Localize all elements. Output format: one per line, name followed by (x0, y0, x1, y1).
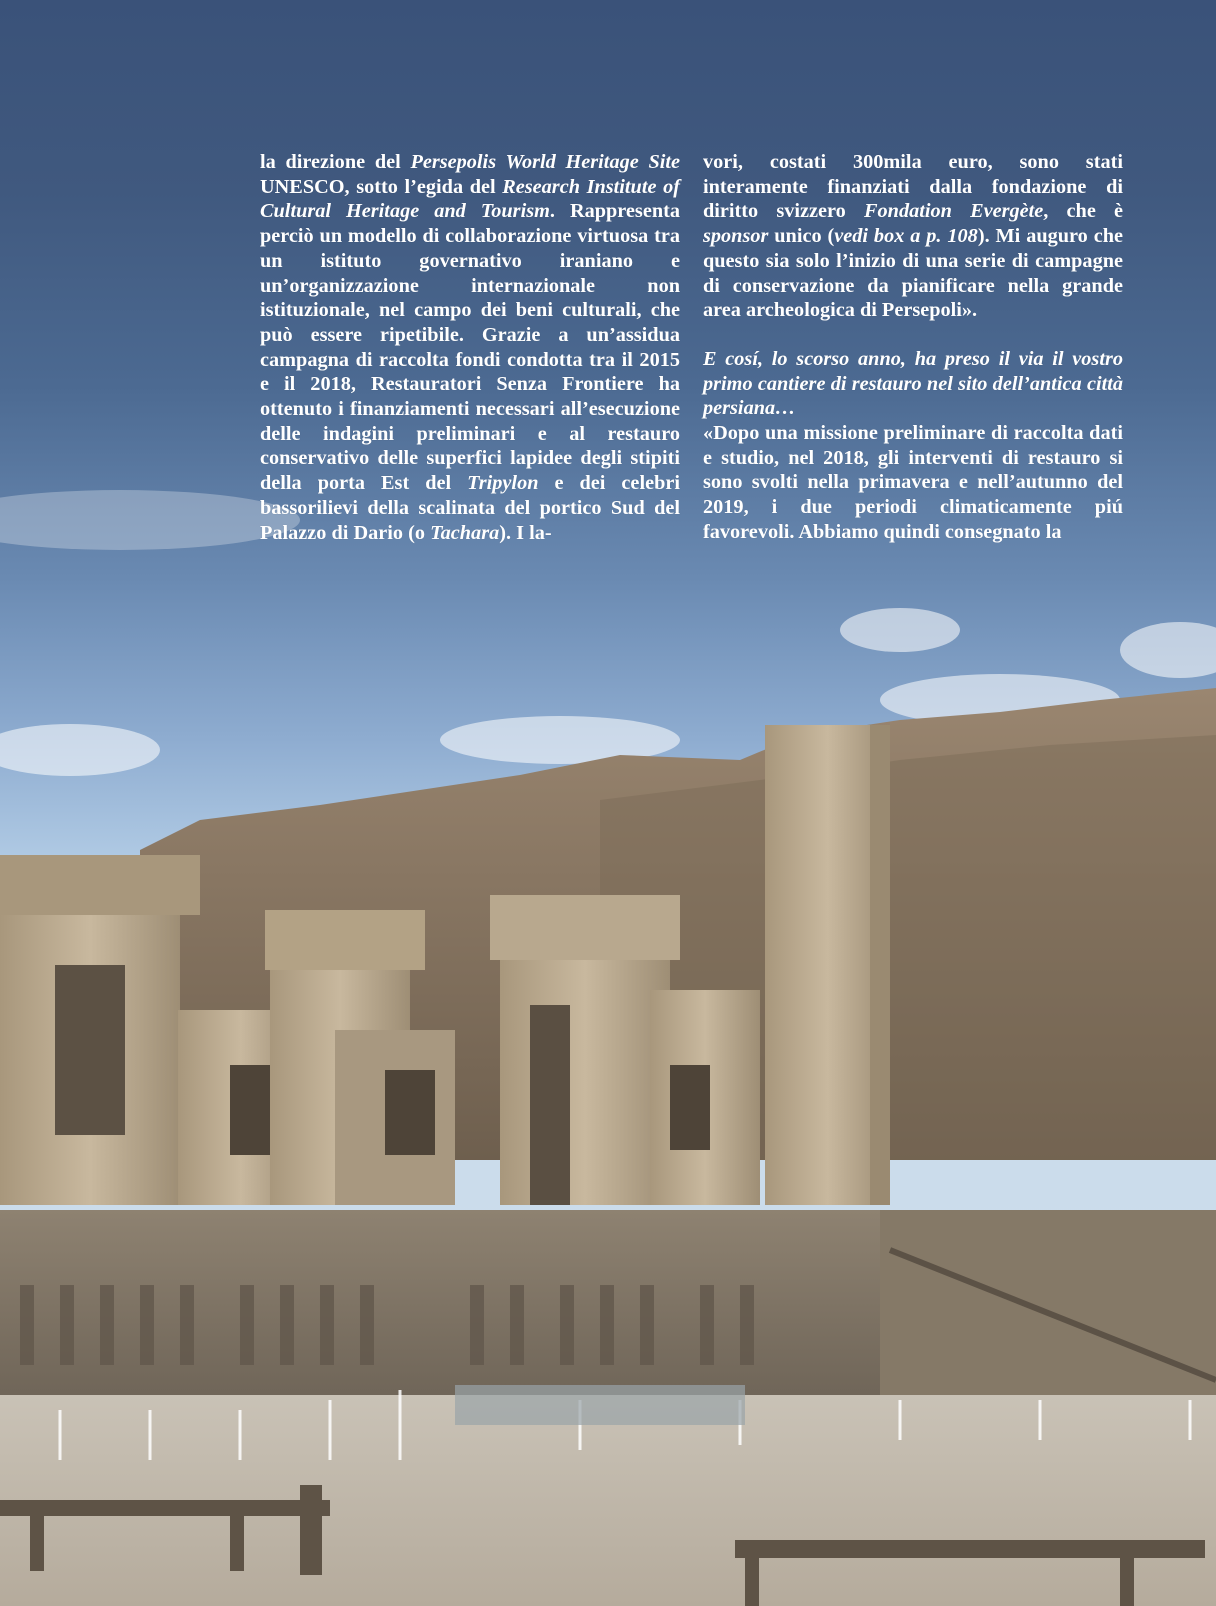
display-case (455, 1385, 745, 1425)
interview-question: E cosí, lo scorso anno, ha preso il via il vostro primo cantiere di restauro nel sito dell’antica città persiana… (703, 347, 1123, 420)
article-column-right (703, 150, 1123, 545)
staircase (880, 1210, 1216, 1400)
paragraph: la direzione del Persepolis World Heritage Site UNESCO, sotto l’egida del Research Institute of Cultural Heritage and Tourism. Rappresenta perciò un modello di collaborazione virtuosa tra un istituto governativo iraniano e un’organizzazione internazionale non istituzionale, nel campo dei beni culturali, che può essere ripetibile. Grazie a un’assidua campagna di raccolta fondi condotta tra il 2015 e il 2018, Restauratori Senza Frontiere ha ottenuto i finanziamenti necessari all’esecuzione delle indagini preliminari e al restauro conservativo delle superfici lapidee degli stipiti della porta Est del Tripylon e dei celebri bassorilievi della scalinata del portico Sud del Palazzo di Dario (o Tachara). I la- (260, 151, 680, 544)
paragraph: vori, costati 300mila euro, sono stati interamente finanziati dalla fondazione di diritto svizzero Fondation Evergète, che è sponsor unico (vedi box a p. 108). Mi auguro che questo sia solo l’inizio di una serie di campagne di conservazione da pianificare nella grande area archeologica di Persepoli». (703, 151, 1123, 322)
article-column-left (260, 150, 680, 545)
interview-answer: «Dopo una missione preliminare di raccolta dati e studio, nel 2018, gli interventi di restauro si sono svolti nella primavera e nell’autunno del 2019, i due periodi climaticamente piú favorevoli. Abbiamo quindi consegnato la (703, 422, 1123, 543)
